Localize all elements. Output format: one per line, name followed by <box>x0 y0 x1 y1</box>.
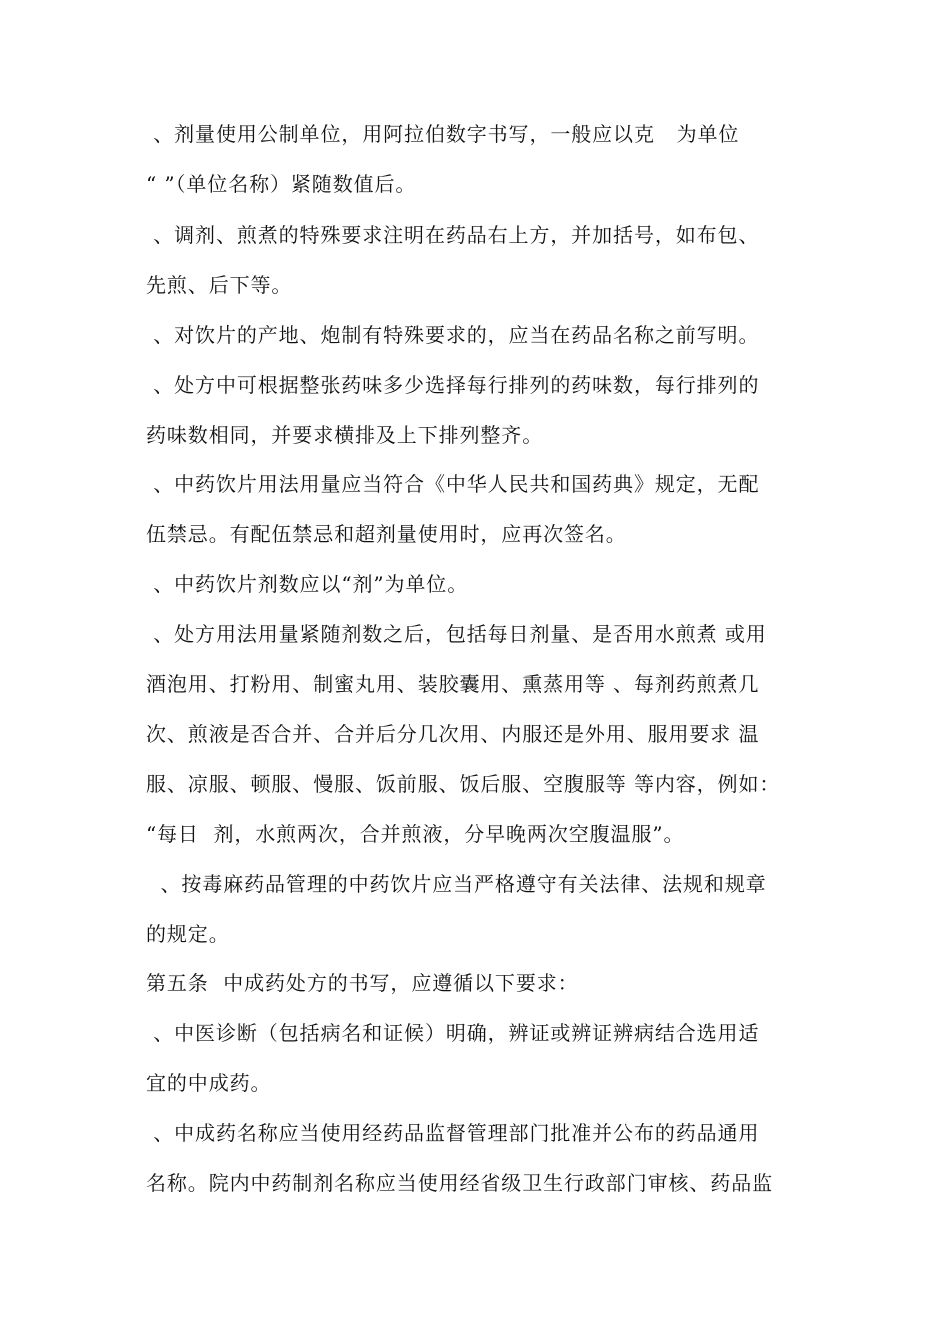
text-line: 服、凉服、顿服、慢服、饭前服、饭后服、空腹服等 等内容，例如： <box>146 772 781 796</box>
text-line: 、调剂、煎煮的特殊要求注明在药品右上方，并加括号，如布包、 <box>146 223 760 247</box>
section-heading: 第五条 中成药处方的书写，应遵循以下要求： <box>146 971 579 995</box>
text-line: 药味数相同，并要求横排及上下排列整齐。 <box>146 423 544 447</box>
text-line: “ ”（单位名称）紧随数值后。 <box>146 172 417 196</box>
text-line: 、处方用法用量紧随剂数之后，包括每日剂量、是否用水煎煮 或用 <box>146 622 767 646</box>
text-line: 的规定。 <box>146 922 230 946</box>
text-line: 先煎、后下等。 <box>146 273 293 297</box>
text-line: 次、煎液是否合并、合并后分几次用、内服还是外用、服用要求 温 <box>146 722 760 746</box>
text-line: 酒泡用、打粉用、制蜜丸用、装胶囊用、熏蒸用等 、每剂药煎煮几 <box>146 672 760 696</box>
text-line: 、中成药名称应当使用经药品监督管理部门批准并公布的药品通用 <box>146 1121 760 1145</box>
text-line: 、按毒麻药品管理的中药饮片应当严格遵守有关法律、法规和规章 <box>146 872 767 896</box>
text-line: 名称。院内中药制剂名称应当使用经省级卫生行政部门审核、药品监 <box>146 1171 773 1195</box>
text-line: 、中药饮片剂数应以“剂”为单位。 <box>146 572 469 596</box>
text-line: 、中医诊断（包括病名和证候）明确，辨证或辨证辨病结合选用适 <box>146 1021 760 1045</box>
text-line: 、处方中可根据整张药味多少选择每行排列的药味数，每行排列的 <box>146 373 760 397</box>
text-line: 、剂量使用公制单位，用阿拉伯数字书写，一般应以克 为单位 <box>146 122 740 146</box>
text-line: 、对饮片的产地、炮制有特殊要求的，应当在药品名称之前写明。 <box>146 323 760 347</box>
text-line: 宜的中成药。 <box>146 1071 272 1095</box>
text-line: “每日 剂，水煎两次，合并煎液，分早晚两次空腹温服”。 <box>146 822 685 846</box>
text-line: 、中药饮片用法用量应当符合《中华人民共和国药典》规定，无配 <box>146 472 760 496</box>
text-line: 伍禁忌。有配伍禁忌和超剂量使用时，应再次签名。 <box>146 522 627 546</box>
